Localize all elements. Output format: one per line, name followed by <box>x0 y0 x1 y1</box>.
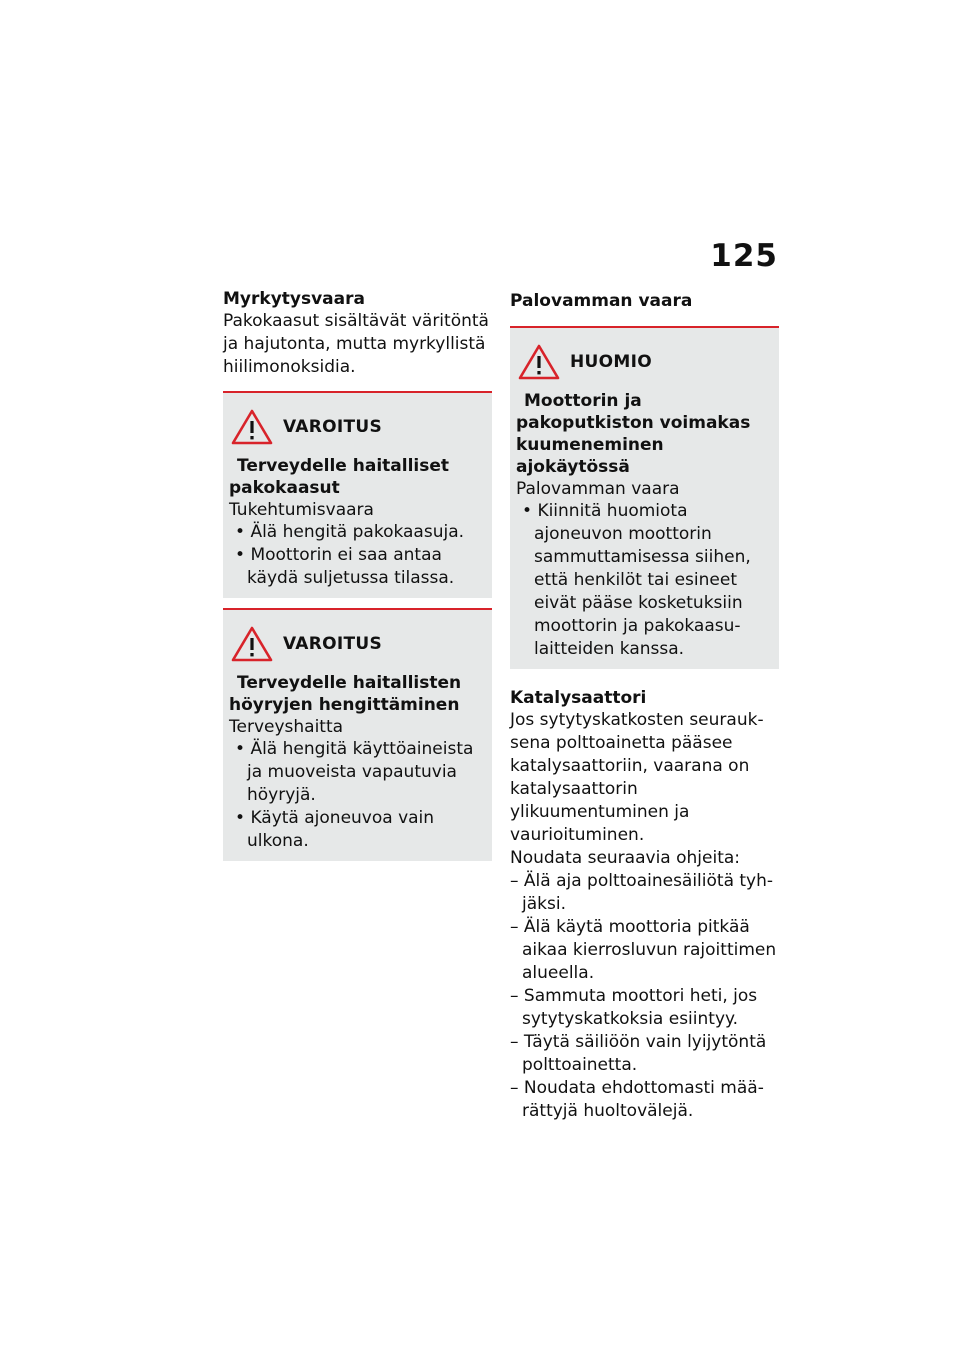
warning-header <box>231 624 486 664</box>
poisoning-intro: Pakokaasut sisältävät väritöntä ja hajutonta, mutta myrkyllistä hiilimonoksidia. <box>223 311 489 377</box>
warning-triangle-icon <box>518 343 560 381</box>
warning-list <box>229 521 486 590</box>
warning-label: VAROITUS <box>283 417 383 437</box>
list-item: • Älä hengitä pakokaasuja. <box>235 522 465 542</box>
notice-label: HUOMIO <box>570 352 652 372</box>
list-item: – Täytä säiliöön vain lyijytöntä polttoainetta. <box>510 1032 767 1075</box>
warning-title: Terveydelle haitalliset pakokaasut <box>229 456 450 498</box>
notice-subtitle: Palovamman vaara <box>516 479 680 499</box>
section-heading-poisoning: Myrkytysvaara <box>223 289 365 309</box>
notice-header <box>518 342 773 382</box>
right-column <box>510 288 779 1123</box>
warning-subtitle: Tukehtumisvaara <box>229 500 374 520</box>
list-item: • Käytä ajoneuvoa vain ulkona. <box>235 808 435 851</box>
list-item: – Älä aja polttoainesäiliötä tyhjäksi. <box>510 871 774 914</box>
warning-subtitle: Terveyshaitta <box>229 717 344 737</box>
warning-triangle-icon <box>231 625 273 663</box>
page-number: 125 <box>710 238 778 274</box>
list-item: • Kiinnitä huomiota ajoneuvon moottorin sammuttamisessa siihen, että henkilöt tai esineet eivät pääse kosketuksiin moottorin ja pakokaasulaitteiden kanssa. <box>522 501 751 659</box>
catalyst-instructions-intro: Noudata seuraavia ohjeita: <box>510 848 740 868</box>
list-item: – Sammuta moottori heti, jos sytytyskatkoksia esiintyy. <box>510 986 758 1029</box>
notice-title: Moottorin ja pakoputkiston voimakas kuumeneminen ajokäytössä <box>516 391 751 477</box>
warning-title: Terveydelle haitallisten höyryjen hengittäminen <box>229 673 462 715</box>
section-heading-burns: Palovamman vaara <box>510 291 693 311</box>
list-item: – Älä käytä moottoria pitkää aikaa kierrosluvun rajoittimen alueella. <box>510 917 777 983</box>
warning-list <box>229 738 486 853</box>
left-column <box>223 288 492 861</box>
warning-box-exhaust <box>223 391 492 598</box>
list-item: • Moottorin ei saa antaa käydä suljetussa tilassa. <box>235 545 455 588</box>
list-item: • Älä hengitä käyttöaineista ja muoveista vapautuvia höyryjä. <box>235 739 474 805</box>
notice-box-heat <box>510 326 779 669</box>
section-heading-catalyst: Katalysaattori <box>510 688 647 708</box>
catalyst-instructions-list <box>510 870 779 1123</box>
catalyst-paragraph: Jos sytytyskatkosten seurauksena polttoainetta pääsee katalysaattoriin, vaarana on katalysaattorin ylikuumentuminen ja vaurioituminen. <box>510 710 764 845</box>
warning-label: VAROITUS <box>283 634 383 654</box>
warning-triangle-icon <box>231 408 273 446</box>
notice-list <box>516 500 773 661</box>
warning-header <box>231 407 486 447</box>
list-item: – Noudata ehdottomasti määrättyjä huoltovälejä. <box>510 1078 764 1121</box>
warning-box-fumes <box>223 608 492 861</box>
